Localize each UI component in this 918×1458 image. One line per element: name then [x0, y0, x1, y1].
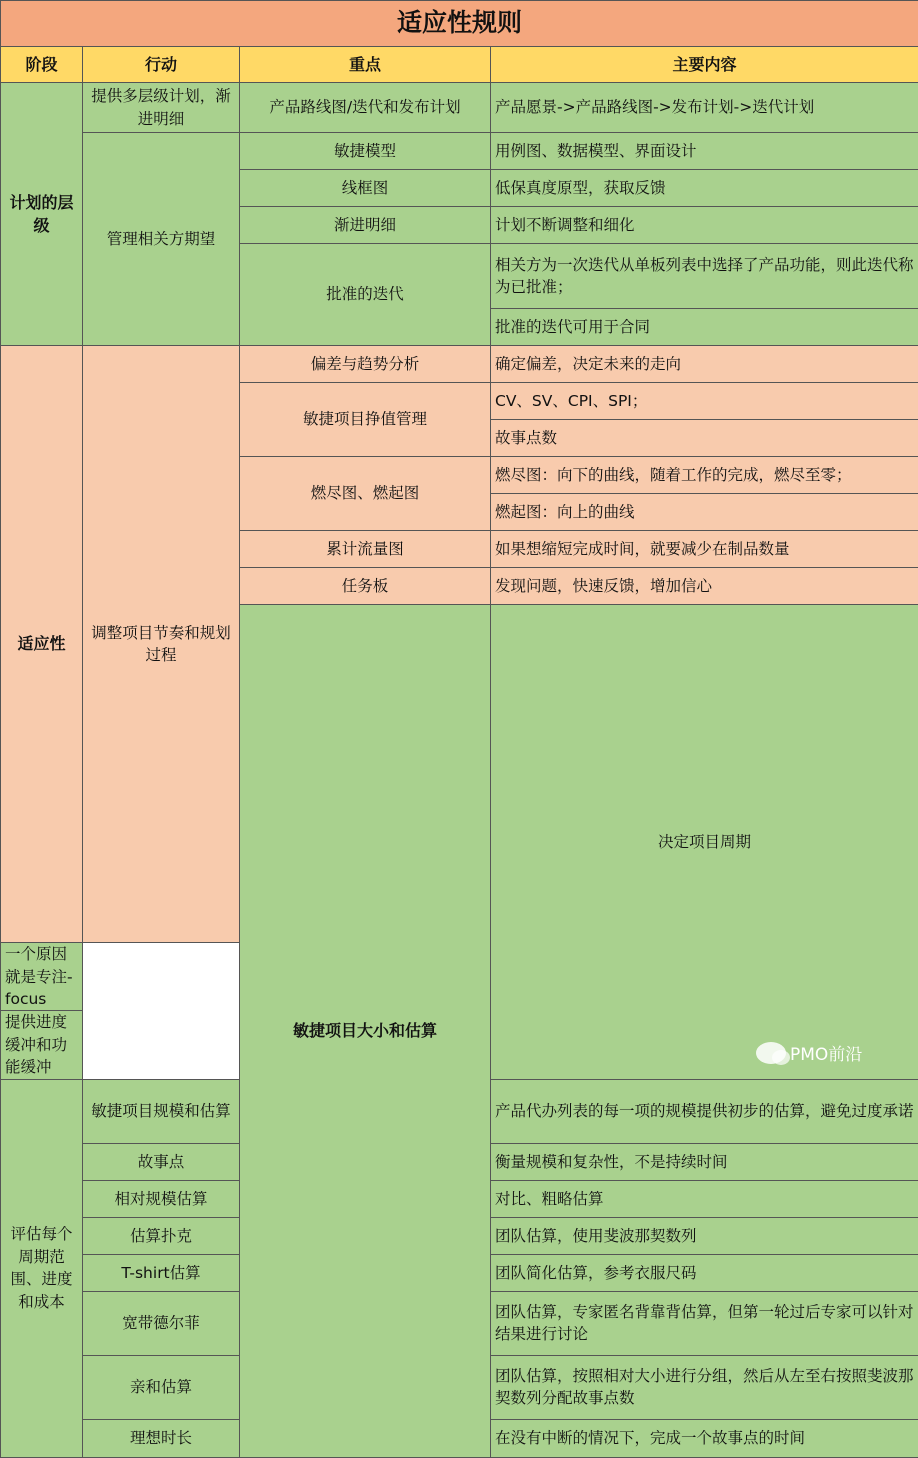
- content-cell: 如果想缩短完成时间，就要减少在制品数量: [491, 531, 918, 568]
- header-action: 行动: [83, 47, 240, 83]
- focus-cell: 敏捷项目规模和估算: [83, 1079, 240, 1143]
- focus-cell: 宽带德尔菲: [83, 1291, 240, 1355]
- action-cell: 评估每个周期范围、进度和成本: [1, 1079, 83, 1457]
- content-cell: 对比、粗略估算: [491, 1180, 918, 1217]
- action-cell: 管理相关方期望: [83, 133, 240, 346]
- focus-cell: 相对规模估算: [83, 1180, 240, 1217]
- content-cell: 故事点数: [491, 420, 918, 457]
- logo-text: PMO前沿: [790, 1040, 862, 1065]
- content-cell: 在没有中断的情况下，完成一个故事点的时间: [491, 1419, 918, 1457]
- content-cell: 产品愿景->产品路线图->发布计划->迭代计划: [491, 83, 918, 133]
- content-cell: 衡量规模和复杂性，不是持续时间: [491, 1143, 918, 1180]
- focus-cell: 亲和估算: [83, 1355, 240, 1419]
- content-cell: 团队估算，按照相对大小进行分组，然后从左至右按照斐波那契数列分配故事点数: [491, 1355, 918, 1419]
- stage-plan: 计划的层级: [1, 83, 83, 346]
- content-cell: 团队估算，使用斐波那契数列: [491, 1217, 918, 1254]
- content-cell: 用例图、数据模型、界面设计: [491, 133, 918, 170]
- header-content: 主要内容: [491, 47, 918, 83]
- content-cell: 发现问题，快速反馈，增加信心: [491, 568, 918, 605]
- content-cell: 相关方为一次迭代从单板列表中选择了产品功能，则此迭代称为已批准；: [491, 244, 918, 309]
- content-cell: CV、SV、CPI、SPI；: [491, 383, 918, 420]
- focus-cell: 估算扑克: [83, 1217, 240, 1254]
- focus-cell: 累计流量图: [240, 531, 491, 568]
- action-cell: 调整项目节奏和规划过程: [83, 346, 240, 943]
- focus-cell: T-shirt估算: [83, 1254, 240, 1291]
- content-cell: 团队估算，专家匿名背靠背估算，但第一轮过后专家可以针对结果进行讨论: [491, 1291, 918, 1355]
- action-cell: 提供多层级计划，渐进明细: [83, 83, 240, 133]
- content-cell: 燃起图：向上的曲线: [491, 494, 918, 531]
- wechat-icon: [756, 1042, 786, 1064]
- content-cell: 低保真度原型，获取反馈: [491, 170, 918, 207]
- header-focus: 重点: [240, 47, 491, 83]
- focus-cell: 线框图: [240, 170, 491, 207]
- content-cell: 一个原因就是专注-focus: [1, 943, 83, 1011]
- wechat-logo: [756, 1040, 862, 1065]
- action-cell: 决定项目周期: [491, 605, 918, 1080]
- focus-cell: 批准的迭代: [240, 244, 491, 346]
- content-cell: 燃尽图：向下的曲线，随着工作的完成，燃尽至零；: [491, 457, 918, 494]
- focus-cell: 偏差与趋势分析: [240, 346, 491, 383]
- focus-cell: 任务板: [240, 568, 491, 605]
- stage-estimate: 敏捷项目大小和估算: [240, 605, 491, 1458]
- focus-cell: 渐进明细: [240, 207, 491, 244]
- content-cell: 团队简化估算，参考衣服尺码: [491, 1254, 918, 1291]
- content-cell: 提供进度缓冲和功能缓冲: [1, 1011, 83, 1079]
- focus-cell: 燃尽图、燃起图: [240, 457, 491, 531]
- focus-cell: 理想时长: [83, 1419, 240, 1457]
- content-cell: 产品代办列表的每一项的规模提供初步的估算，避免过度承诺: [491, 1079, 918, 1143]
- content-cell: 计划不断调整和细化: [491, 207, 918, 244]
- table-title: 适应性规则: [1, 1, 918, 47]
- content-cell: 批准的迭代可用于合同: [491, 309, 918, 346]
- content-cell: 确定偏差，决定未来的走向: [491, 346, 918, 383]
- stage-adapt: 适应性: [1, 346, 83, 943]
- focus-cell: 敏捷项目挣值管理: [240, 383, 491, 457]
- focus-cell: 产品路线图/迭代和发布计划: [240, 83, 491, 133]
- focus-cell: 故事点: [83, 1143, 240, 1180]
- focus-cell: 敏捷模型: [240, 133, 491, 170]
- header-stage: 阶段: [1, 47, 83, 83]
